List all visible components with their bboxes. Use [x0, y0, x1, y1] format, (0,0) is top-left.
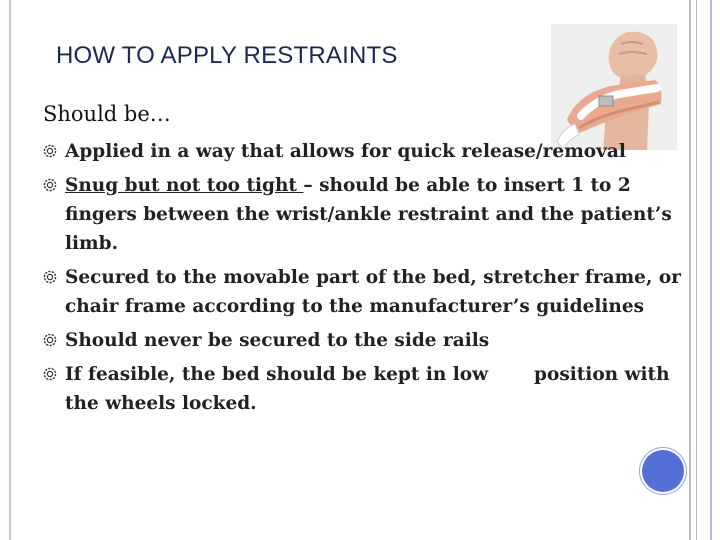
gear-bullet-icon: [43, 178, 57, 192]
bullet-item: [43, 137, 703, 166]
gear-bullet-icon: [43, 333, 57, 347]
slide-subtitle: Should be…: [43, 102, 171, 126]
gear-bullet-icon: [43, 367, 57, 381]
gear-bullet-icon: [43, 144, 57, 158]
bullet-text: Applied in a way that allows for quick release/removal: [65, 141, 626, 162]
left-rule: [9, 0, 11, 540]
bullet-text: Should never be secured to the side rails: [65, 330, 490, 351]
bullet-item: [43, 263, 703, 321]
bullet-text: – should be able to insert 1 to 2 fingers between the wrist/ankle restraint and the patient’s limb.: [65, 175, 672, 254]
bullet-item: [43, 326, 703, 355]
bullet-item: [43, 360, 703, 418]
bullet-list: [43, 137, 703, 423]
bullet-item: [43, 171, 703, 258]
wrist-restraint-photo: [551, 24, 677, 150]
bullet-text: If feasible, the bed should be kept in low: [65, 364, 489, 385]
bullet-text-underlined: Snug but not too tight: [65, 175, 304, 196]
bullet-text: Secured to the movable part of the bed, stretcher frame, or chair frame according to the manufacturer’s guidelines: [65, 267, 681, 317]
bullet-text: position with the wheels locked.: [65, 364, 670, 414]
decorative-circle: [642, 450, 684, 492]
wrist-restraint-image: [551, 24, 677, 150]
gear-bullet-icon: [43, 270, 57, 284]
slide-title: HOW TO APPLY RESTRAINTS: [56, 42, 398, 69]
